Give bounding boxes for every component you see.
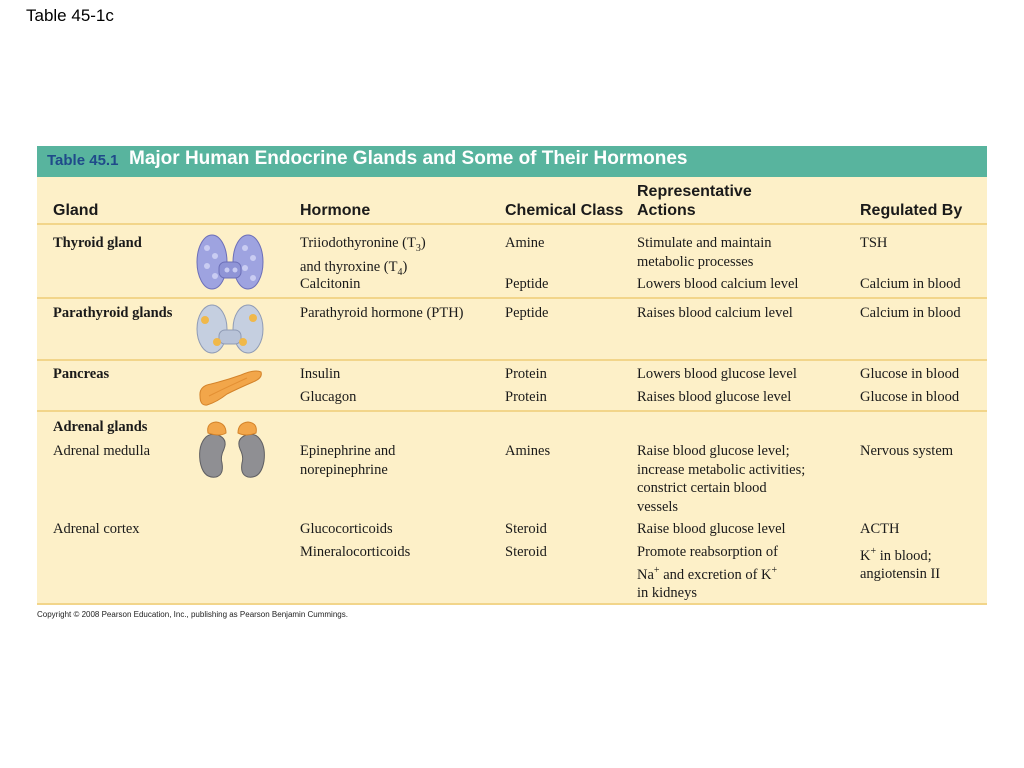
action-stimulate <box>637 234 772 271</box>
action-line: vessels <box>637 498 679 515</box>
reg-line: angiotensin II <box>860 566 941 583</box>
hormone-glucagon: Glucagon <box>300 389 357 405</box>
action-text: and excretion of K <box>659 566 772 583</box>
class-amines: Amines <box>505 443 551 459</box>
action-cortex-glucose: Raise blood glucose level <box>637 521 786 537</box>
hormone-epinephrine <box>300 442 395 479</box>
thyroid-gland-icon <box>195 232 265 294</box>
class-amine: Amine <box>505 235 545 251</box>
table-label: Table 45.1 <box>47 152 119 169</box>
plus-superscript: + <box>653 564 660 576</box>
endocrine-table <box>37 146 987 605</box>
hormone-glucocorticoids: Glucocorticoids <box>300 521 393 537</box>
reg-glucose: Glucose in blood <box>860 389 960 405</box>
action-line: metabolic processes <box>637 253 754 270</box>
action-medulla <box>637 442 805 516</box>
adrenal-kidneys-icon <box>194 419 270 483</box>
hormone-t3-text: Triiodothyronine (T <box>300 235 416 251</box>
slide-title: Table 45-1c <box>26 6 114 25</box>
class-peptide: Peptide <box>505 305 549 321</box>
reg-calcium: Calcium in blood <box>860 276 961 292</box>
gland-parathyroid: Parathyroid glands <box>53 305 173 321</box>
action-line: increase metabolic activities; <box>637 461 806 478</box>
t4-subscript: 4 <box>397 267 403 279</box>
plus-superscript: + <box>870 546 877 557</box>
t4-close: ) <box>402 259 408 276</box>
hormone-line: norepinephrine <box>300 461 388 478</box>
row-rule <box>37 410 987 412</box>
hormone-calcitonin: Calcitonin <box>300 276 361 292</box>
action-line: Stimulate and maintain <box>637 235 772 251</box>
reg-acth: ACTH <box>860 521 900 537</box>
table-title: Major Human Endocrine Glands and Some of Their Hormones <box>129 148 688 169</box>
parathyroid-gland-icon <box>195 302 265 358</box>
gland-adrenal: Adrenal glands <box>53 419 148 435</box>
t3-close: ) <box>420 235 426 251</box>
plus-superscript: + <box>771 564 778 576</box>
sodium-symbol: Na <box>637 566 654 583</box>
hormone-insulin: Insulin <box>300 366 341 382</box>
row-rule <box>37 359 987 361</box>
adrenal-medulla: Adrenal medulla <box>53 443 151 459</box>
adrenal-cortex: Adrenal cortex <box>53 521 140 537</box>
class-peptide: Peptide <box>505 276 549 292</box>
gland-pancreas: Pancreas <box>53 366 110 382</box>
bottom-rule <box>37 603 987 605</box>
potassium-symbol: K <box>860 547 871 564</box>
reg-text: in blood; <box>876 547 932 564</box>
action-raises-calcium: Raises blood calcium level <box>637 305 793 321</box>
action-raises-glucose: Raises blood glucose level <box>637 389 792 405</box>
class-protein: Protein <box>505 366 547 382</box>
hormone-t4-text: and thyroxine (T <box>300 259 398 276</box>
header-hormone: Hormone <box>300 202 371 219</box>
action-lowers-calcium: Lowers blood calcium level <box>637 276 799 292</box>
reg-calcium: Calcium in blood <box>860 305 961 321</box>
action-line: in kidneys <box>637 584 698 601</box>
header-actions <box>637 182 752 220</box>
header-actions-line1: Representative <box>637 183 752 200</box>
pancreas-icon <box>197 366 263 408</box>
gland-thyroid: Thyroid gland <box>53 235 142 251</box>
reg-glucose: Glucose in blood <box>860 366 960 382</box>
hormone-mineralocorticoids: Mineralocorticoids <box>300 544 411 560</box>
class-steroid: Steroid <box>505 544 547 560</box>
class-protein: Protein <box>505 389 547 405</box>
hormone-pth: Parathyroid hormone (PTH) <box>300 305 464 321</box>
header-gland: Gland <box>53 202 99 219</box>
header-regulated-by: Regulated By <box>860 202 963 219</box>
table-title-band <box>37 146 987 177</box>
action-line: Promote reabsorption of <box>637 544 778 560</box>
action-reabsorption <box>637 543 778 602</box>
copyright-notice: Copyright © 2008 Pearson Education, Inc., publishing as Pearson Benjamin Cummings. <box>37 610 348 619</box>
header-rule <box>37 223 987 225</box>
row-rule <box>37 297 987 299</box>
header-chemical-class: Chemical Class <box>505 202 624 219</box>
hormone-line: Epinephrine and <box>300 443 396 459</box>
action-line: Raise blood glucose level; <box>637 443 790 459</box>
t3-subscript: 3 <box>415 242 421 254</box>
reg-tsh: TSH <box>860 235 888 251</box>
header-actions-line2: Actions <box>637 202 696 219</box>
action-lowers-glucose: Lowers blood glucose level <box>637 366 797 382</box>
reg-nervous-system: Nervous system <box>860 443 954 459</box>
action-line: constrict certain blood <box>637 480 767 496</box>
reg-potassium <box>860 543 940 584</box>
class-steroid: Steroid <box>505 521 547 537</box>
